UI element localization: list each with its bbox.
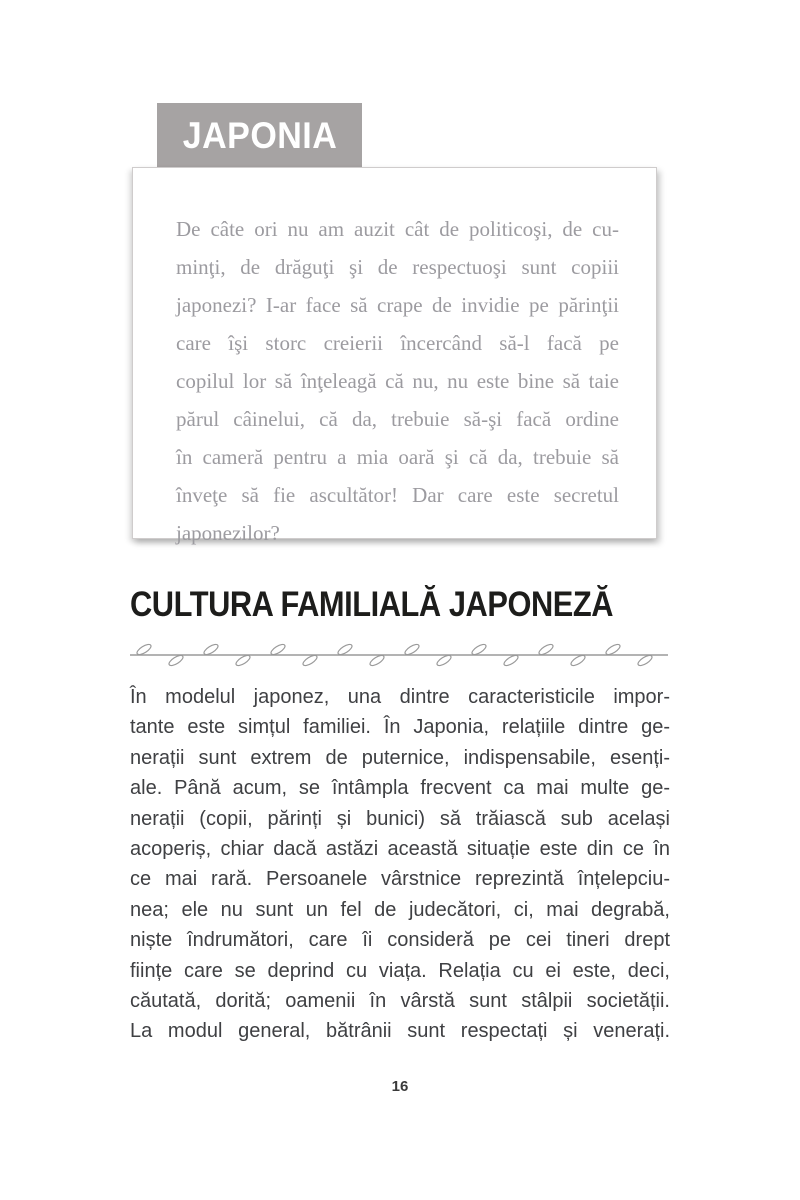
text-line: japonezi? I-ar face să crape de invidie pe părinţii bbox=[176, 293, 619, 317]
text-line: părul câinelui, că da, trebuie să-şi facă ordine bbox=[176, 407, 619, 431]
text-line: copilul lor să înţeleagă că nu, nu este bine să taie bbox=[176, 369, 619, 393]
text-line: ființe care se deprind cu viața. Relația cu ei este, deci, bbox=[130, 959, 670, 982]
quote-card bbox=[132, 167, 657, 545]
text-line: nerații sunt extrem de puternice, indispensabile, esenți- bbox=[130, 746, 670, 769]
text-line: De câte ori nu am auzit cât de politicoşi, de cu- bbox=[176, 217, 619, 241]
vine-divider-ornament bbox=[130, 642, 668, 668]
chapter-title-box bbox=[157, 103, 362, 168]
section-heading: CULTURA FAMILIALĂ JAPONEZĂ bbox=[130, 585, 614, 624]
text-line: japonezilor? bbox=[176, 521, 280, 545]
text-line: tante este simțul familiei. În Japonia, relațiile dintre ge- bbox=[130, 716, 670, 739]
chapter-title: JAPONIA bbox=[182, 114, 337, 156]
text-line: În modelul japonez, una dintre caracteristicile impor- bbox=[130, 686, 670, 708]
text-line: minţi, de drăguţi şi de respectuoşi sunt copiii bbox=[176, 255, 619, 279]
page-number: 16 bbox=[391, 1078, 409, 1095]
text-line: niște îndrumători, care îi consideră pe cei tineri drept bbox=[130, 929, 670, 952]
text-line: în cameră pentru a mia oară şi că da, trebuie să bbox=[176, 445, 619, 469]
text-line: nea; ele nu sunt un fel de judecători, ci, mai degrabă, bbox=[130, 898, 670, 921]
text-line: ale. Până acum, se întâmpla frecvent ca mai multe ge- bbox=[130, 777, 670, 800]
text-line: căutată, dorită; oamenii în vârstă sunt stâlpii societății. bbox=[130, 990, 670, 1013]
quote-text bbox=[176, 210, 619, 552]
body-paragraph bbox=[130, 682, 670, 1047]
text-line: ce mai rară. Persoanele vârstnice reprezintă înțelepciu- bbox=[130, 868, 670, 891]
text-line: nerații (copii, părinți și bunici) să trăiască sub același bbox=[130, 807, 670, 830]
text-line: înveţe să fie ascultător! Dar care este secretul bbox=[176, 483, 619, 507]
text-line: acoperiș, chiar dacă astăzi această situație este din ce în bbox=[130, 838, 670, 861]
text-line: La modul general, bătrânii sunt respectați și venerați. bbox=[130, 1020, 670, 1043]
text-line: care îşi storc creierii încercând să-l facă pe bbox=[176, 331, 619, 355]
